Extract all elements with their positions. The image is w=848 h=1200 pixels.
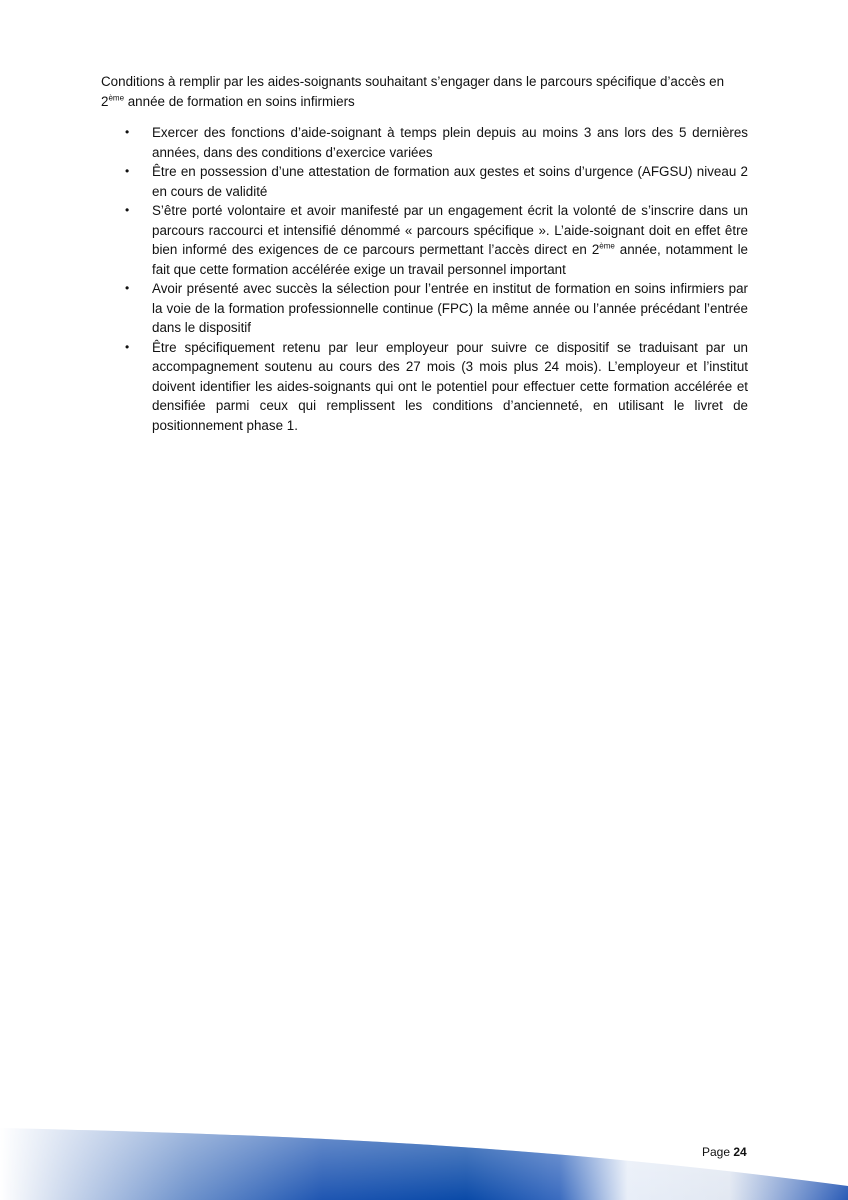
list-item <box>101 162 748 201</box>
list-item-text-part-2: année, notamment le fait que cette formation accélérée exige un travail personnel important <box>152 242 748 277</box>
bullet-icon: • <box>125 281 130 295</box>
bullet-icon: • <box>125 125 130 139</box>
document-body <box>101 72 748 435</box>
list-item <box>101 279 748 338</box>
list-item-superscript: ème <box>599 241 615 251</box>
conditions-list <box>101 123 748 435</box>
list-item <box>101 338 748 436</box>
bullet-icon: • <box>125 203 130 217</box>
intro-text-part-1: Conditions à remplir par les aides-soignants souhaitant s’engager dans le parcours spécifique d’accès en 2 <box>101 74 725 109</box>
bullet-icon: • <box>125 339 130 354</box>
bullet-icon: • <box>125 164 130 178</box>
list-item-text: Avoir présenté avec succès la sélection pour l’entrée en institut de formation en soins infirmiers par la voie de la formation professionnelle continue (FPC) la même année ou l’année précédant l’entrée dans le dispositif <box>152 281 748 335</box>
list-item-text: Exercer des fonctions d’aide-soignant à temps plein depuis au moins 3 ans lors des 5 dernières années, dans des conditions d’exercice variées <box>152 125 748 160</box>
page-label: Page <box>702 1145 731 1159</box>
list-item <box>101 201 748 279</box>
intro-text-part-2: année de formation en soins infirmiers <box>124 93 355 109</box>
page-number-value: 24 <box>733 1145 747 1159</box>
list-item-text-part-1: S’être porté volontaire et avoir manifesté par un engagement écrit la volonté de s’inscrire dans un parcours raccourci et intensifié dénommé « parcours spécifique ». L’aide-soignant doit en effet être bien informé des exigences de ce parcours permettant l’accès direct en 2 <box>152 203 748 257</box>
page-number <box>702 1145 747 1159</box>
list-item <box>101 123 748 162</box>
footer-decorative-band <box>0 1128 848 1200</box>
intro-superscript: ème <box>108 93 125 103</box>
list-item-text: Être en possession d’une attestation de formation aux gestes et soins d’urgence (AFGSU) niveau 2 en cours de validité <box>152 164 748 199</box>
list-item-text: Être spécifiquement retenu par leur employeur pour suivre ce dispositif se traduisant par un accompagnement soutenu au cours des 27 mois (3 mois plus 24 mois). L’employeur et l’institut doivent identifier les aides-soignants qui ont le potentiel pour effectuer cette formation accélérée et densifiée parmi ceux qui remplissent les conditions d’ancienneté, en utilisant le livret de positionnement phase 1. <box>152 339 748 433</box>
intro-paragraph <box>101 72 748 111</box>
